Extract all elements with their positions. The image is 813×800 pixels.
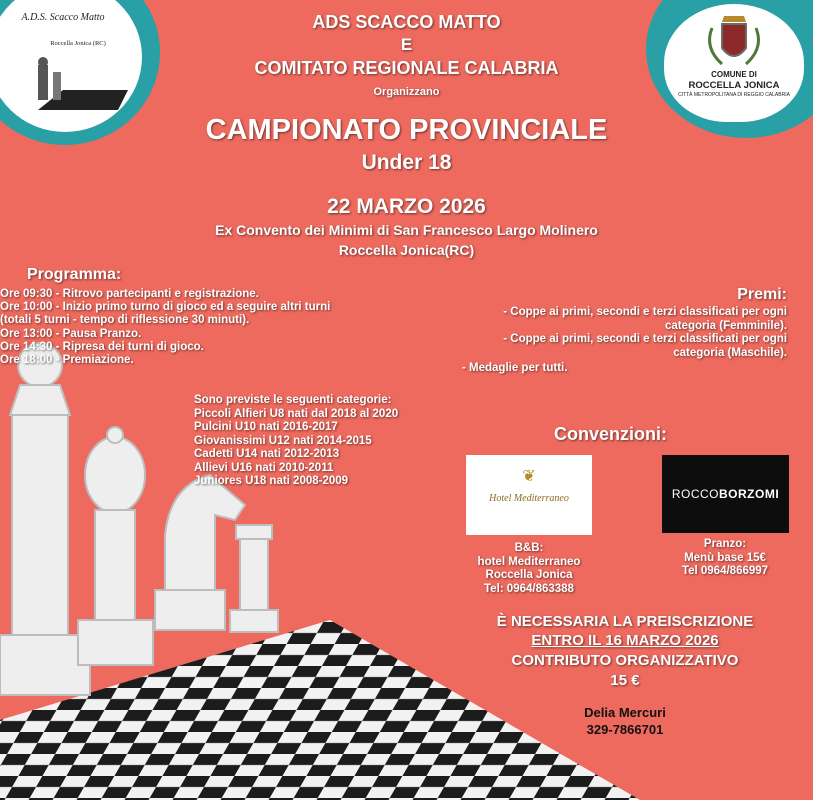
prizes-list [503,306,787,360]
program-item: (totali 5 turni - tempo di riflessione 30 minuti). [0,314,250,327]
restaurant-line: Menù base 15€ [684,551,766,564]
event-venue: Ex Convento dei Minimi di San Francesco Largo Molinero [215,222,598,238]
organizer-conjunction: E [400,35,413,54]
contact-phone: 329-7866701 [586,722,664,737]
comune-line1: COMUNE DI [711,70,757,79]
prize-line: categoria (Femminile). [664,319,787,332]
category-item: Pulcini U10 nati 2016-2017 [194,421,338,433]
program-heading: Programma: [27,266,122,283]
hotel-details [449,542,609,596]
comune-line2: ROCCELLA JONICA [688,80,780,91]
categories-list [194,394,398,489]
hotel-line: Tel: 0964/863388 [484,582,574,595]
logo-title: A.D.S. Scacco Matto [21,12,105,23]
program-item: Ore 10:00 - Inizio primo turno di gioco ed a seguire altri turni [0,301,331,314]
category-item: Juniores U18 nati 2008-2009 [194,475,349,487]
restaurant-line: Tel 0964/866997 [681,565,769,577]
registration-fee: 15 € [610,672,640,689]
program-item: Ore 09:30 - Ritrovo partecipanti e registrazione. [0,288,259,300]
hotel-line: B&B: [514,542,544,554]
hotel-emblem-icon: ❦ [522,468,536,485]
registration-deadline: ENTRO IL 16 MARZO 2026 [531,632,719,649]
prizes-heading: Premi: [737,286,787,303]
organizer-1: ADS SCACCO MATTO [312,12,501,32]
rocco-borzomi-logo [662,455,789,533]
prize-line-medals: - Medaglie per tutti. [462,362,568,374]
program-item: Ore 18:00 - Premiazione. [0,354,134,367]
registration-line1: È NECESSARIA LA PREISCRIZIONE [496,613,754,630]
categories-intro: Sono previste le seguenti categorie: [194,394,392,406]
organizer-2: COMITATO REGIONALE CALABRIA [254,58,559,78]
restaurant-logo-a: ROCCO [671,487,719,501]
prize-line: - Coppe ai primi, secondi e terzi classificati per ogni [503,333,787,345]
event-date: 22 MARZO 2026 [327,195,486,218]
restaurant-logo-text [662,487,789,501]
restaurant-line: Pranzo: [703,538,747,550]
comune-line3: CITTÀ METROPOLITANA DI REGGIO CALABRIA [678,92,790,98]
program-item: Ore 14:30 - Ripresa dei turni di gioco. [0,340,204,353]
hotel-logo-text: Hotel Mediterraneo [489,493,569,504]
restaurant-details [650,538,800,579]
hotel-mediterraneo-logo [466,455,592,535]
organize-label: Organizzano [373,86,440,98]
category-item: Giovanissimi U12 nati 2014-2015 [194,434,372,447]
prize-line: - Coppe ai primi, secondi e terzi classificati per ogni [503,306,787,318]
hotel-line: Roccella Jonica [485,569,573,581]
category-item: Allievi U16 nati 2010-2011 [194,461,334,474]
hotel-line: hotel Mediterraneo [477,555,581,568]
event-subtitle: Under 18 [361,151,452,174]
contact-name: Delia Mercuri [584,705,666,720]
category-item: Cadetti U14 nati 2012-2013 [194,448,340,460]
restaurant-logo-b: BORZOMI [719,487,780,501]
program-item: Ore 13:00 - Pausa Pranzo. [0,327,142,340]
prize-line: categoria (Maschile). [673,346,787,359]
event-city: Roccella Jonica(RC) [338,242,475,258]
program-list [0,288,330,367]
logo-subtitle: Roccella Jonica (RC) [50,40,106,47]
category-item: Piccoli Alfieri U8 nati dal 2018 al 2020 [194,407,399,420]
event-title: CAMPIONATO PROVINCIALE [205,114,608,146]
conventions-heading: Convenzioni: [554,424,667,444]
registration-fee-label: CONTRIBUTO ORGANIZZATIVO [511,652,739,669]
